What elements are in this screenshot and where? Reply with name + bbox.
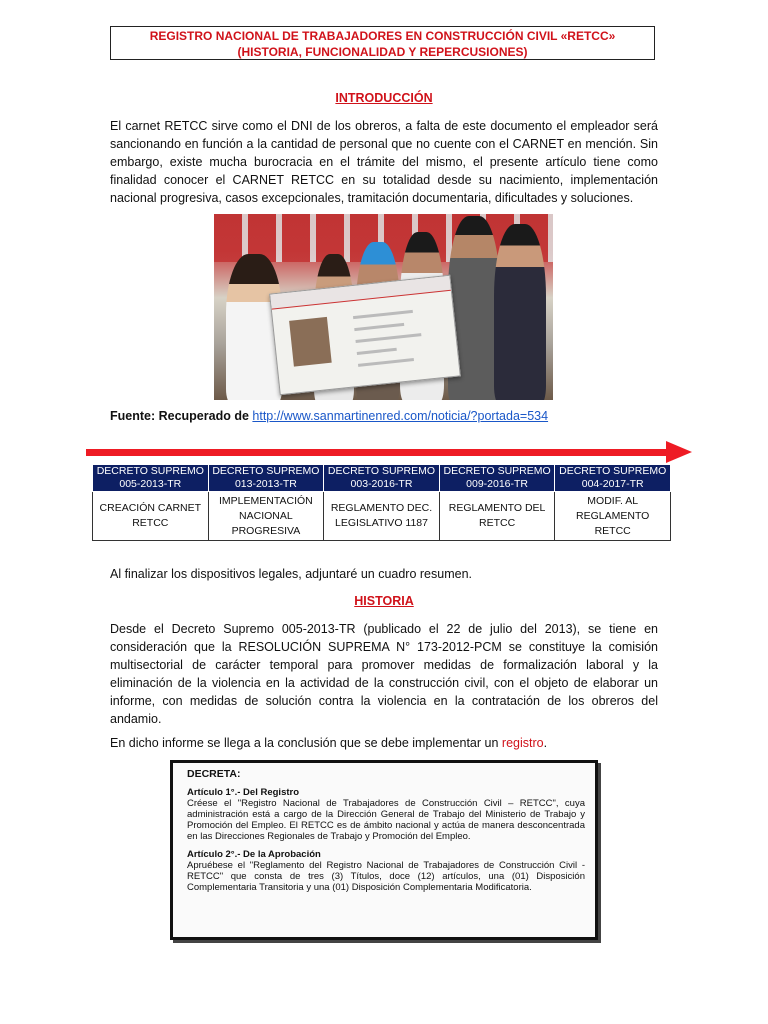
conclusion-paragraph: En dicho informe se llega a la conclusión que se debe implementar un registro. [110, 736, 548, 750]
photo-person [494, 224, 546, 400]
table-cell: MODIF. AL REGLAMENTO RETCC [555, 492, 671, 541]
table-cell: CREACIÓN CARNET RETCC [93, 492, 209, 541]
timeline-arrow [86, 449, 668, 456]
table-header-cell: DECRETO SUPREMO 004-2017-TR [555, 465, 671, 492]
document-title: REGISTRO NACIONAL DE TRABAJADORES EN CONSTRUCCIÓN CIVIL «RETCC» [149, 29, 616, 43]
document-title-box [110, 26, 655, 60]
table-cell: REGLAMENTO DEC. LEGISLATIVO 1187 [324, 492, 440, 541]
table-cell: IMPLEMENTACIÓN NACIONAL PROGRESIVA [208, 492, 324, 541]
source-label: Fuente: Recuperado de [110, 409, 249, 423]
registro-highlight: registro [501, 736, 544, 750]
closing-note: Al finalizar los dispositivos legales, adjuntaré un cuadro resumen. [110, 567, 472, 581]
table-header-cell: DECRETO SUPREMO 013-2013-TR [208, 465, 324, 492]
table-header-cell: DECRETO SUPREMO 003-2016-TR [324, 465, 440, 492]
photo-source [110, 409, 548, 423]
timeline-arrow-head [666, 441, 692, 463]
table-row [93, 492, 671, 541]
table-header-row [93, 465, 671, 492]
intro-heading: INTRODUCCIÓN [335, 91, 433, 105]
document-subtitle: (HISTORIA, FUNCIONALIDAD Y REPERCUSIONES) [237, 45, 528, 59]
table-cell: REGLAMENTO DEL RETCC [439, 492, 555, 541]
intro-paragraph: El carnet RETCC sirve como el DNI de los obreros, a falta de este documento el empleador será sancionando en función a la cantidad de personal que no cuente con el CARNET en mención. Sin embargo, existe mucha burocracia en el trámite del mismo, el presente artículo tiene como finalidad conocer el CARNET RETCC en su totalidad desde su nacimiento, implementación nacional progresiva, casos excepcionales, tramitación documentaria, dificultades y soluciones. [110, 119, 658, 205]
article-1-title: Artículo 1°.- Del Registro [187, 787, 300, 798]
decree-timeline-table [92, 464, 671, 541]
history-paragraph: Desde el Decreto Supremo 005-2013-TR (publicado el 22 de julio del 2013), se tiene en consideración que la RESOLUCIÓN SUPREMA N° 173-2012-PCM se constituye la comisión multisectorial de carácter temporal para promover medidas de formalización laboral y la eliminación de la violencia en la actividad de la construcción civil, con el objeto de elaborar un informe, con medidas de solución contra la violencia en la contratación de los obreros del andamio. [110, 622, 658, 726]
history-heading: HISTORIA [354, 594, 414, 608]
retcc-card-image [269, 275, 461, 395]
table-header-cell: DECRETO SUPREMO 009-2016-TR [439, 465, 555, 492]
article-1-text: Créese el "Registro Nacional de Trabajadores de Construcción Civil – RETCC", cuya administración está a cargo de la Dirección General de Trabajo del Ministerio de Trabajo y Promoción del Empleo. El RETCC es de ámbito nacional y actúa de manera desconcentrada en las Direcciones Regionales de Trabajo y Promoción del Empleo. [187, 798, 585, 842]
source-link[interactable]: http://www.sanmartinenred.com/noticia/?portada=534 [252, 409, 549, 423]
article-2-title: Artículo 2°.- De la Aprobación [187, 849, 321, 860]
article-2-text: Apruébese el "Reglamento del Registro Nacional de Trabajadores de Construcción Civil - RETCC" que consta de tres (3) Títulos, doce (12) artículos, una (01) Disposición Complementaria Transitoria y una (01) Disposición Complementaria Modificatoria. [187, 860, 585, 893]
news-photo [214, 214, 553, 400]
table-header-cell: DECRETO SUPREMO 005-2013-TR [93, 465, 209, 492]
decree-excerpt-scan [170, 760, 598, 940]
decree-heading: DECRETA: [187, 768, 241, 780]
